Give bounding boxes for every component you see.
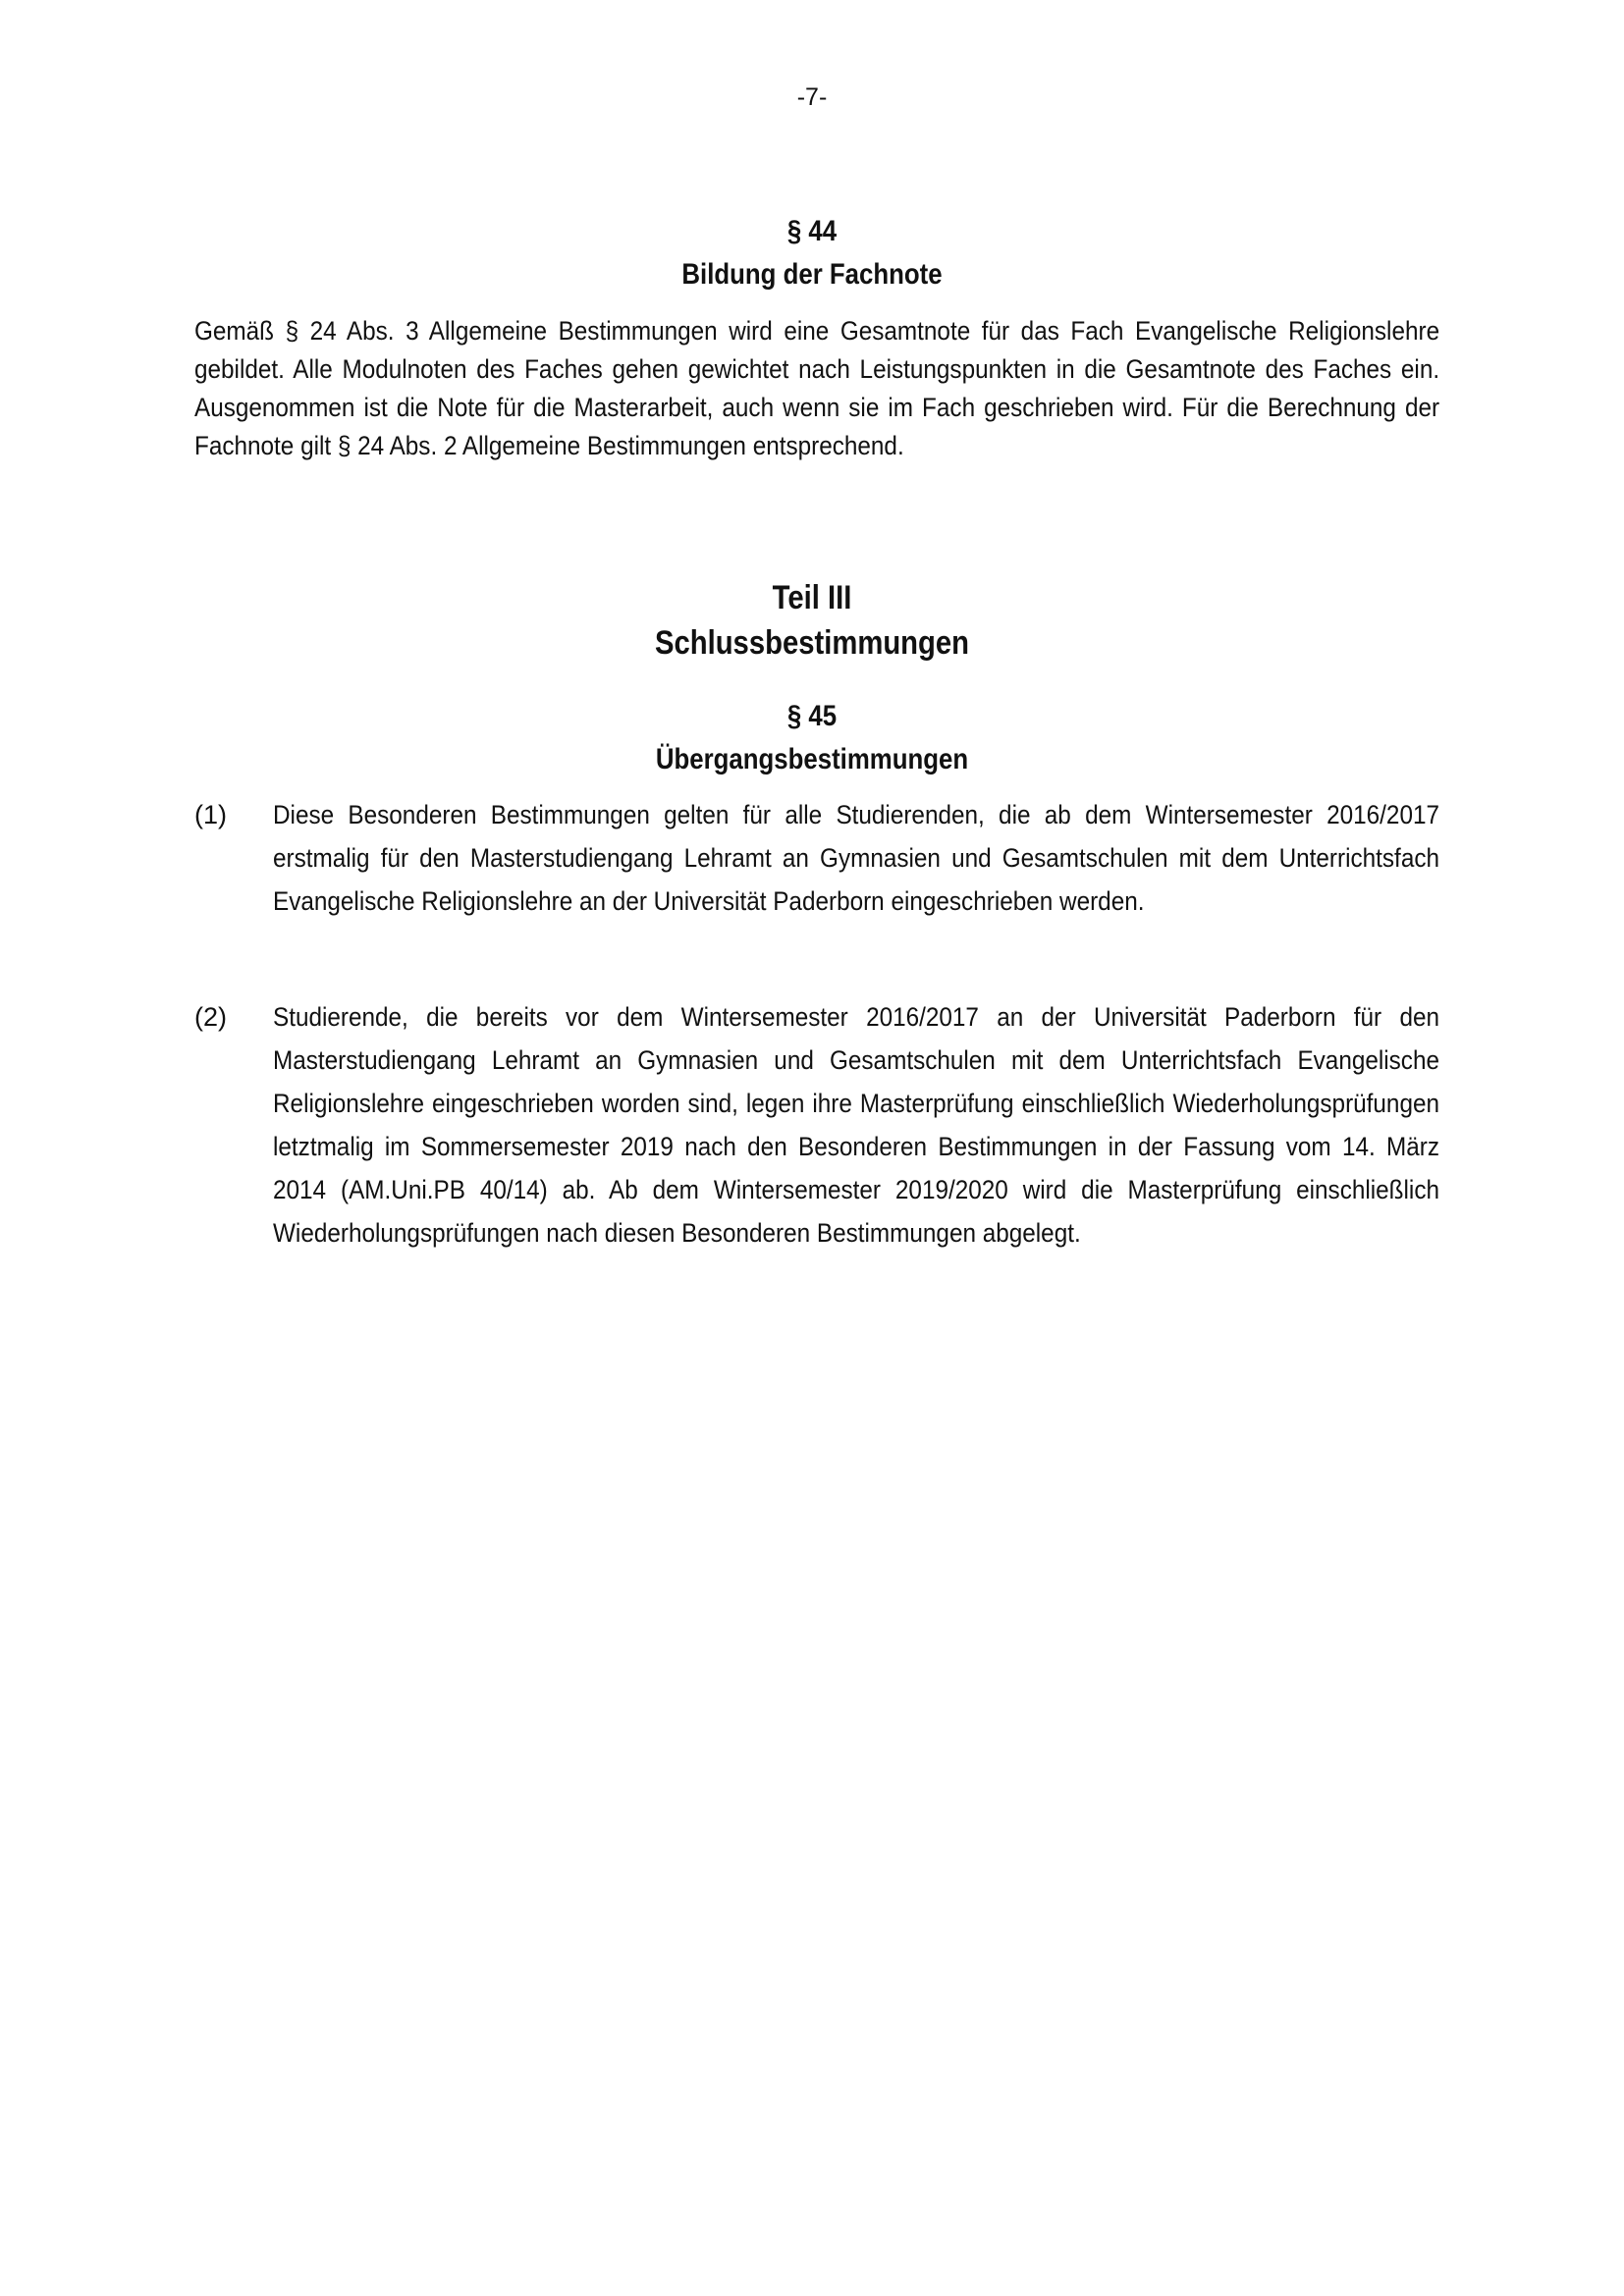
item-1-text: Diese Besonderen Bestimmungen gelten für alle Studierenden, die ab dem Wintersemester 2016/2017 erstmalig für den Masterstudiengang Lehramt an Gymnasien und Gesamtschulen mit dem Unterrichtsfach Evangelische Religionslehre an der Universität Paderborn eingeschrieben werden.	[273, 800, 1439, 916]
item-1-body	[273, 793, 1439, 923]
item-2-text: Studierende, die bereits vor dem Wintersemester 2016/2017 an der Universität Paderborn für den Masterstudiengang Lehramt an Gymnasien und Gesamtschulen mit dem Unterrichtsfach Evangelische Religionslehre eingeschrieben worden sind, legen ihre Masterprüfung einschließlich Wiederholungsprüfungen letztmalig im Sommersemester 2019 nach den Besonderen Bestimmungen in der Fassung vom 14. März 2014 (AM.Uni.PB 40/14) ab. Ab dem Wintersemester 2019/2020 wird die Masterprüfung einschließlich Wiederholungsprüfungen nach diesen Besonderen Bestimmungen abgelegt.	[273, 1002, 1439, 1248]
section-44-title: Bildung der Fachnote	[681, 258, 943, 291]
section-44-number: § 44	[786, 215, 838, 247]
page-number: -7-	[796, 83, 828, 111]
section-44-body-text: Gemäß § 24 Abs. 3 Allgemeine Bestimmungen wird eine Gesamtnote für das Fach Evangelische Religionslehre gebildet. Alle Modulnoten des Faches gehen gewichtet nach Leistungspunkten in die Gesamtnote des Faches ein. Ausgenommen ist die Note für die Masterarbeit, auch wenn sie im Fach geschrieben wird. Für die Berechnung der Fachnote gilt § 24 Abs. 2 Allgemeine Bestimmungen entsprechend.	[194, 316, 1440, 460]
section-45-title: Übergangsbestimmungen	[655, 743, 969, 775]
item-1-number: (1)	[194, 800, 227, 829]
item-2-number: (2)	[194, 1002, 227, 1032]
part-3-title: Schlussbestimmungen	[654, 624, 970, 662]
section-44-body	[194, 312, 1439, 465]
section-45-number: § 45	[786, 700, 838, 732]
part-3-number: Teil III	[772, 579, 852, 616]
item-2-body	[273, 995, 1439, 1255]
